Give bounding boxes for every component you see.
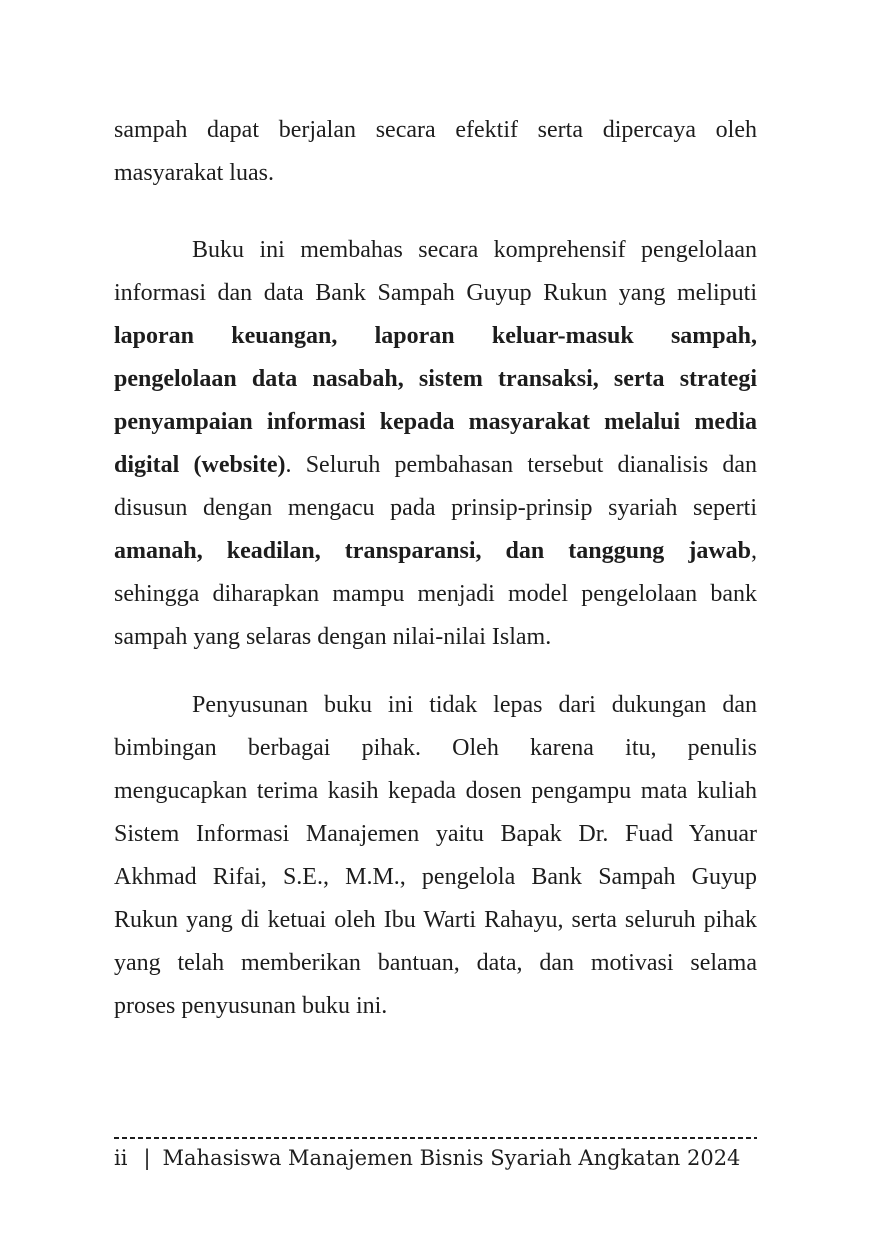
text-line xyxy=(114,942,757,985)
text-run: sehingga diharapkan mampu menjadi model pengelolaan bank xyxy=(114,581,757,607)
bold-text-run: laporan keuangan, laporan keluar-masuk sampah, xyxy=(114,323,757,349)
text-run: Penyusunan buku ini tidak lepas dari dukungan dan xyxy=(192,692,757,718)
text-run: Akhmad Rifai, S.E., M.M., pengelola Bank Sampah Guyup xyxy=(114,864,757,890)
text-run: disusun dengan mengacu pada prinsip-prinsip syariah seperti xyxy=(114,495,757,521)
text-run: Buku ini membahas secara komprehensif pengelolaan xyxy=(192,237,757,263)
text-run: yang telah memberikan bantuan, data, dan motivasi selama xyxy=(114,950,757,976)
text-line xyxy=(114,616,757,659)
footer-separator: | xyxy=(143,1146,151,1170)
text-run: Rukun yang di ketuai oleh Ibu Warti Rahayu, serta seluruh pihak xyxy=(114,907,757,933)
text-line xyxy=(114,856,757,899)
page-number: ii xyxy=(114,1146,128,1170)
bold-text-run: penyampaian informasi kepada masyarakat melalui media xyxy=(114,409,757,435)
text-line xyxy=(114,573,757,616)
text-run: sampah dapat berjalan secara efektif serta dipercaya oleh xyxy=(114,117,757,143)
text-run: , xyxy=(751,538,757,564)
text-line xyxy=(114,770,757,813)
paragraph xyxy=(114,684,757,1028)
text-line xyxy=(114,401,757,444)
text-line xyxy=(114,315,757,358)
text-run: mengucapkan terima kasih kepada dosen pengampu mata kuliah xyxy=(114,778,757,804)
text-line xyxy=(114,444,757,487)
text-line xyxy=(114,109,757,152)
text-run: bimbingan berbagai pihak. Oleh karena itu, penulis xyxy=(114,735,757,761)
text-line xyxy=(114,272,757,315)
text-line xyxy=(114,985,757,1028)
text-line xyxy=(114,813,757,856)
text-line xyxy=(114,727,757,770)
paragraph xyxy=(114,109,757,195)
bold-text-run: digital (website) xyxy=(114,452,286,478)
text-line xyxy=(114,229,757,272)
text-line xyxy=(114,530,757,573)
text-run: masyarakat luas. xyxy=(114,160,274,186)
text-run: proses penyusunan buku ini. xyxy=(114,993,388,1019)
bold-text-run: pengelolaan data nasabah, sistem transaksi, serta strategi xyxy=(114,366,757,392)
text-line xyxy=(114,684,757,727)
text-line xyxy=(114,899,757,942)
body-text xyxy=(114,109,757,1028)
text-line xyxy=(114,358,757,401)
text-line xyxy=(114,152,757,195)
footer-label: Mahasiswa Manajemen Bisnis Syariah Angkatan 2024 xyxy=(162,1146,741,1170)
bold-text-run: amanah, keadilan, transparansi, dan tanggung jawab xyxy=(114,538,751,564)
text-line xyxy=(114,487,757,530)
footer-divider xyxy=(114,1137,757,1139)
text-run: informasi dan data Bank Sampah Guyup Rukun yang meliputi xyxy=(114,280,757,306)
paragraph xyxy=(114,229,757,659)
page-footer xyxy=(114,1137,757,1172)
text-run: Sistem Informasi Manajemen yaitu Bapak Dr. Fuad Yanuar xyxy=(114,821,757,847)
text-run: sampah yang selaras dengan nilai-nilai Islam. xyxy=(114,624,552,650)
footer-text xyxy=(114,1144,757,1172)
text-run: . Seluruh pembahasan tersebut dianalisis dan xyxy=(285,452,757,478)
